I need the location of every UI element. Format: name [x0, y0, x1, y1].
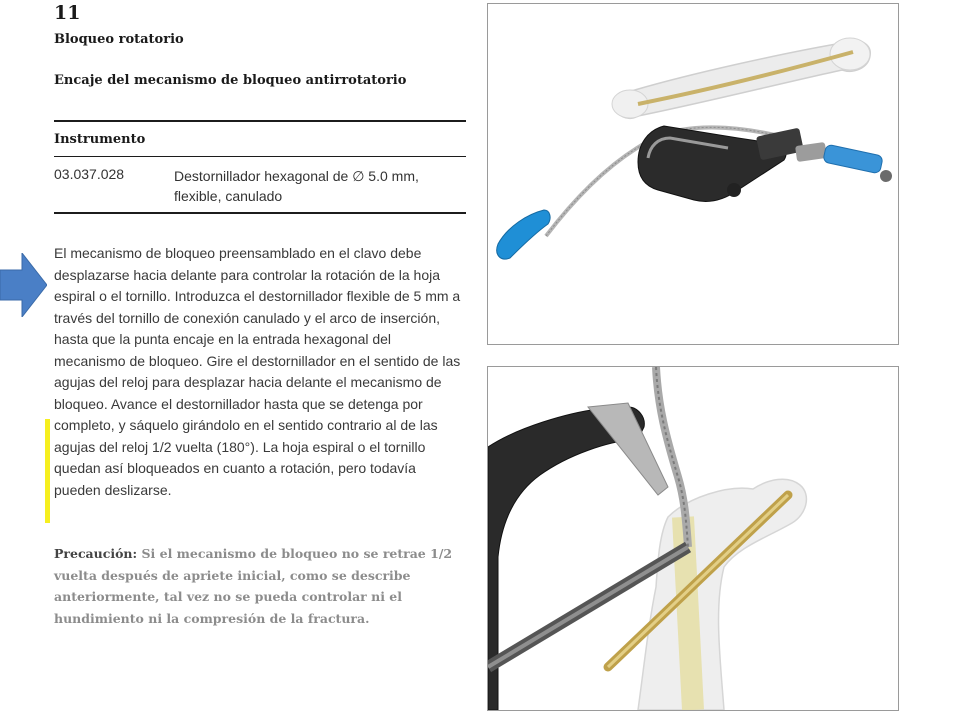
table-top-rule — [54, 120, 466, 122]
table-bottom-rule — [54, 212, 466, 214]
instrument-closeup-figure — [487, 366, 899, 711]
subsection-title: Encaje del mecanismo de bloqueo antirrotatorio — [54, 73, 407, 88]
caution-label: Precaución: — [54, 546, 138, 561]
instrument-overview-figure — [487, 3, 899, 345]
instrument-table-heading: Instrumento — [54, 132, 146, 147]
femur-nail-instrument-overview-icon — [488, 4, 898, 344]
section-title: Bloqueo rotatorio — [54, 32, 184, 47]
step-number: 11 — [54, 2, 81, 24]
table-header-rule — [54, 156, 466, 157]
femur-nail-instrument-closeup-icon — [488, 367, 898, 710]
procedure-text: El mecanismo de bloqueo preensamblado en el clavo debe desplazarse hacia delante para controlar la rotación de la hoja espiral o el tornillo. Introduzca el destornillador flexible de 5 mm a través del tornillo de conexión canulado y el arco de inserción, hasta que la punta encaje en la entrada hexagonal del mecanismo de bloqueo. Gire el destornillador en el sentido de las agujas del reloj para desplazar hacia delante el mecanismo de bloqueo. Avance el destornillador hasta que se detenga por completo, y sáquelo girándolo en el sentido contrario al de las agujas del reloj 1/2 vuelta (180°). La hoja espiral o el tornillo quedan así bloqueados en cuanto a rotación, pero todavía pueden deslizarse. — [54, 245, 461, 498]
instrument-description: Destornillador hexagonal de ∅ 5.0 mm, flexible, canulado — [174, 168, 419, 204]
caution-note — [54, 543, 466, 629]
instrument-code: 03.037.028 — [54, 166, 125, 182]
highlight-marker — [45, 419, 50, 523]
right-arrow-icon — [0, 253, 47, 317]
caution-text: Si el mecanismo de bloqueo no se retrae 1/2 vuelta después de apriete inicial, como se describe anteriormente, tal vez no se pueda controlar ni el hundimiento ni la compresión de la fractura. — [54, 546, 453, 626]
